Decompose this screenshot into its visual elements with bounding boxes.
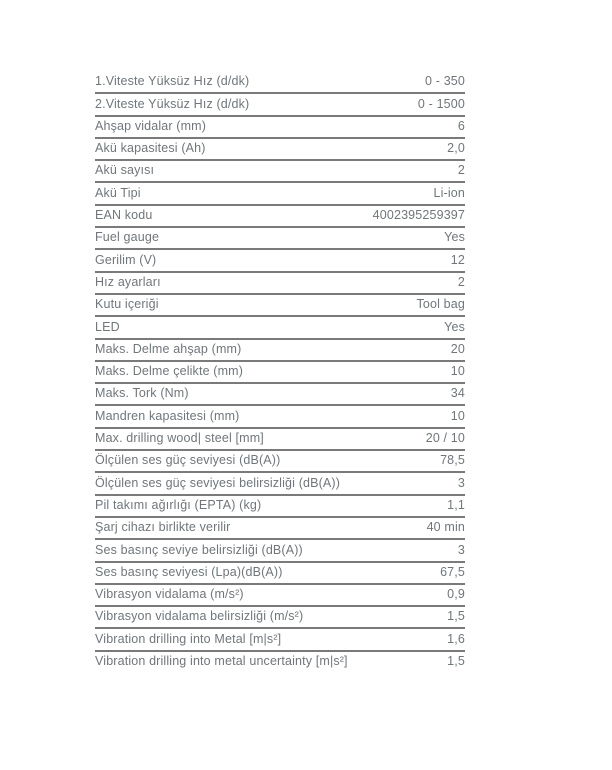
spec-label: Mandren kapasitesi (mm) bbox=[95, 408, 240, 423]
spec-row bbox=[95, 317, 465, 339]
spec-row bbox=[95, 629, 465, 651]
spec-label: Akü Tipi bbox=[95, 185, 141, 200]
spec-row bbox=[95, 652, 465, 672]
spec-value: 78,5 bbox=[440, 453, 465, 468]
spec-value: 20 / 10 bbox=[425, 431, 465, 446]
spec-row bbox=[95, 362, 465, 384]
spec-label: EAN kodu bbox=[95, 208, 153, 223]
spec-label: Hız ayarları bbox=[95, 274, 161, 289]
spec-label: Vibration drilling into Metal [m|s²] bbox=[95, 631, 282, 646]
spec-value: 1,5 bbox=[447, 654, 465, 669]
spec-value: 10 bbox=[450, 364, 465, 379]
spec-value: 3 bbox=[457, 542, 465, 557]
spec-row bbox=[95, 295, 465, 317]
spec-label: Vibrasyon vidalama belirsizliği (m/s²) bbox=[95, 609, 304, 624]
spec-value: 6 bbox=[457, 118, 465, 133]
spec-row bbox=[95, 585, 465, 607]
spec-row bbox=[95, 94, 465, 116]
spec-row bbox=[95, 250, 465, 272]
spec-label: Ahşap vidalar (mm) bbox=[95, 118, 207, 133]
spec-value: Li-ion bbox=[433, 185, 465, 200]
spec-row bbox=[95, 518, 465, 540]
spec-value: 2 bbox=[457, 163, 465, 178]
spec-value: 2 bbox=[457, 274, 465, 289]
spec-row bbox=[95, 563, 465, 585]
spec-label: LED bbox=[95, 319, 120, 334]
spec-label: Maks. Delme çelikte (mm) bbox=[95, 364, 244, 379]
spec-value: 0 - 350 bbox=[425, 74, 465, 89]
spec-label: Vibration drilling into metal uncertainty [m|s²] bbox=[95, 654, 348, 669]
spec-label: 2.Viteste Yüksüz Hız (d/dk) bbox=[95, 96, 250, 111]
spec-row bbox=[95, 273, 465, 295]
spec-label: Ses basınç seviye belirsizliği (dB(A)) bbox=[95, 542, 303, 557]
spec-label: Pil takımı ağırlığı (EPTA) (kg) bbox=[95, 497, 262, 512]
spec-value: 20 bbox=[450, 341, 465, 356]
spec-value: Yes bbox=[444, 319, 465, 334]
spec-label: 1.Viteste Yüksüz Hız (d/dk) bbox=[95, 74, 250, 89]
spec-value: 3 bbox=[457, 475, 465, 490]
spec-row bbox=[95, 384, 465, 406]
spec-row bbox=[95, 496, 465, 518]
spec-row bbox=[95, 183, 465, 205]
spec-label: Akü kapasitesi (Ah) bbox=[95, 141, 206, 156]
spec-value: 34 bbox=[450, 386, 465, 401]
spec-row bbox=[95, 540, 465, 562]
spec-row bbox=[95, 473, 465, 495]
spec-label: Ses basınç seviyesi (Lpa)(dB(A)) bbox=[95, 564, 283, 579]
spec-table bbox=[95, 72, 465, 672]
spec-label: Ölçülen ses güç seviyesi belirsizliği (dB(A)) bbox=[95, 475, 341, 490]
spec-value: 1,5 bbox=[447, 609, 465, 624]
spec-row bbox=[95, 139, 465, 161]
spec-row bbox=[95, 451, 465, 473]
spec-value: 4002395259397 bbox=[372, 208, 465, 223]
spec-row bbox=[95, 429, 465, 451]
spec-label: Kutu içeriği bbox=[95, 297, 159, 312]
spec-label: Şarj cihazı birlikte verilir bbox=[95, 520, 231, 535]
spec-value: 67,5 bbox=[440, 564, 465, 579]
spec-label: Gerilim (V) bbox=[95, 252, 157, 267]
spec-row bbox=[95, 161, 465, 183]
spec-label: Max. drilling wood| steel [mm] bbox=[95, 431, 264, 446]
spec-label: Vibrasyon vidalama (m/s²) bbox=[95, 587, 244, 602]
spec-row bbox=[95, 117, 465, 139]
spec-label: Maks. Tork (Nm) bbox=[95, 386, 189, 401]
spec-value: 12 bbox=[450, 252, 465, 267]
spec-row bbox=[95, 340, 465, 362]
spec-label: Fuel gauge bbox=[95, 230, 160, 245]
spec-row bbox=[95, 406, 465, 428]
spec-row bbox=[95, 607, 465, 629]
spec-value: 0,9 bbox=[447, 587, 465, 602]
spec-label: Ölçülen ses güç seviyesi (dB(A)) bbox=[95, 453, 281, 468]
spec-label: Akü sayısı bbox=[95, 163, 155, 178]
spec-value: 40 min bbox=[426, 520, 465, 535]
spec-row bbox=[95, 228, 465, 250]
spec-value: 1,6 bbox=[447, 631, 465, 646]
spec-label: Maks. Delme ahşap (mm) bbox=[95, 341, 242, 356]
spec-value: 1,1 bbox=[447, 497, 465, 512]
spec-value: 2,0 bbox=[447, 141, 465, 156]
spec-value: Tool bag bbox=[416, 297, 465, 312]
spec-value: 10 bbox=[450, 408, 465, 423]
spec-value: 0 - 1500 bbox=[417, 96, 465, 111]
spec-row bbox=[95, 72, 465, 94]
spec-value: Yes bbox=[444, 230, 465, 245]
spec-row bbox=[95, 206, 465, 228]
